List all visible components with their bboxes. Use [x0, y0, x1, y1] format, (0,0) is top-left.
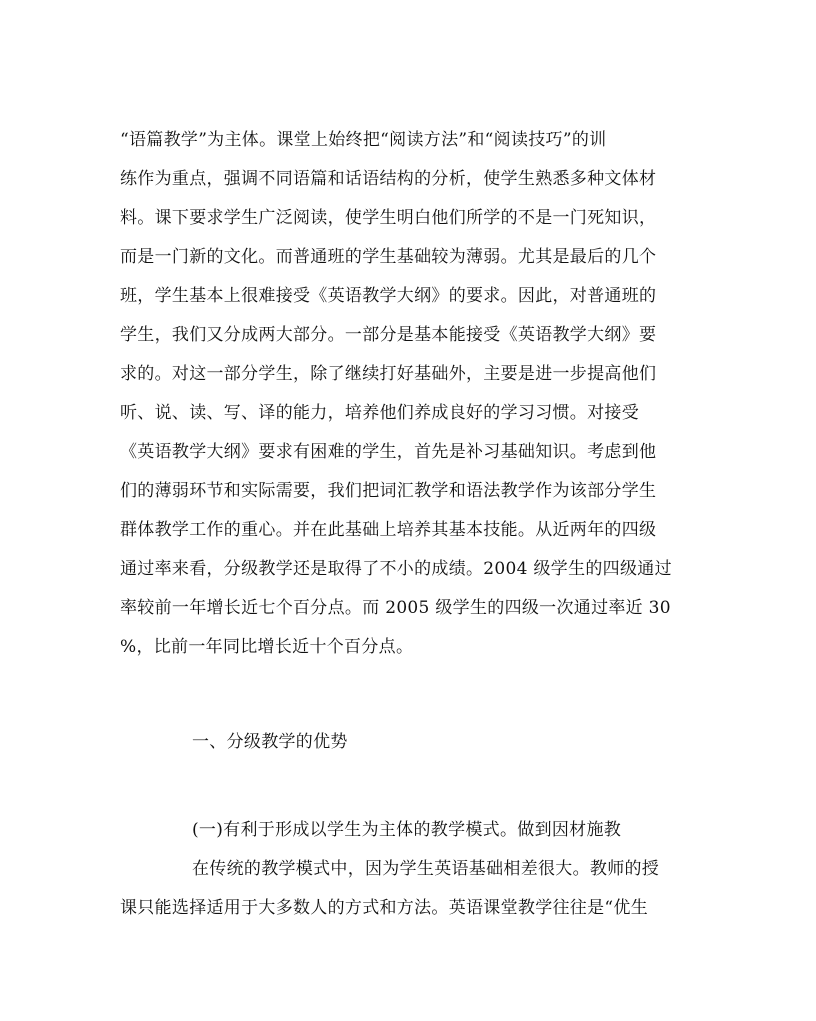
subsection-heading: (一)有利于形成以学生为主体的教学模式。做到因材施教	[192, 820, 622, 840]
paragraph-line: 料。课下要求学生广泛阅读，使学生明白他们所学的不是一门死知识，	[120, 208, 657, 228]
paragraph-line: 班，学生基本上很难接受《英语教学大纲》的要求。因此，对普通班的	[120, 286, 657, 306]
paragraph-line: 课只能选择适用于大多数人的方式和方法。英语课堂教学往往是“优生	[120, 898, 648, 918]
paragraph-line: 率较前一年增长近七个百分点。而 2005 级学生的四级一次通过率近 30	[120, 598, 671, 618]
paragraph-line: 们的薄弱环节和实际需要，我们把词汇教学和语法教学作为该部分学生	[120, 481, 657, 501]
paragraph-line: 练作为重点，强调不同语篇和话语结构的分析，使学生熟悉多种文体材	[120, 169, 657, 189]
paragraph-line: 通过率来看，分级教学还是取得了不小的成绩。2004 级学生的四级通过	[120, 559, 672, 579]
paragraph-line: 而是一门新的文化。而普通班的学生基础较为薄弱。尤其是最后的几个	[120, 247, 657, 267]
paragraph-line: %，比前一年同比增长近十个百分点。	[120, 637, 414, 657]
paragraph-line: 求的。对这一部分学生，除了继续打好基础外，主要是进一步提高他们	[120, 364, 657, 384]
paragraph-line: “语篇教学”为主体。课堂上始终把“阅读方法”和“阅读技巧”的训	[120, 130, 607, 150]
paragraph-line: 学生，我们又分成两大部分。一部分是基本能接受《英语教学大纲》要	[120, 325, 657, 345]
paragraph-line: 听、说、读、写、译的能力，培养他们养成良好的学习习惯。对接受	[120, 403, 639, 423]
paragraph-line: 在传统的教学模式中，因为学生英语基础相差很大。教师的授	[192, 859, 660, 879]
paragraph-line: 《英语教学大纲》要求有困难的学生，首先是补习基础知识。考虑到他	[120, 442, 657, 462]
paragraph-line: 群体教学工作的重心。并在此基础上培养其基本技能。从近两年的四级	[120, 520, 657, 540]
section-heading: 一、分级教学的优势	[192, 732, 348, 752]
